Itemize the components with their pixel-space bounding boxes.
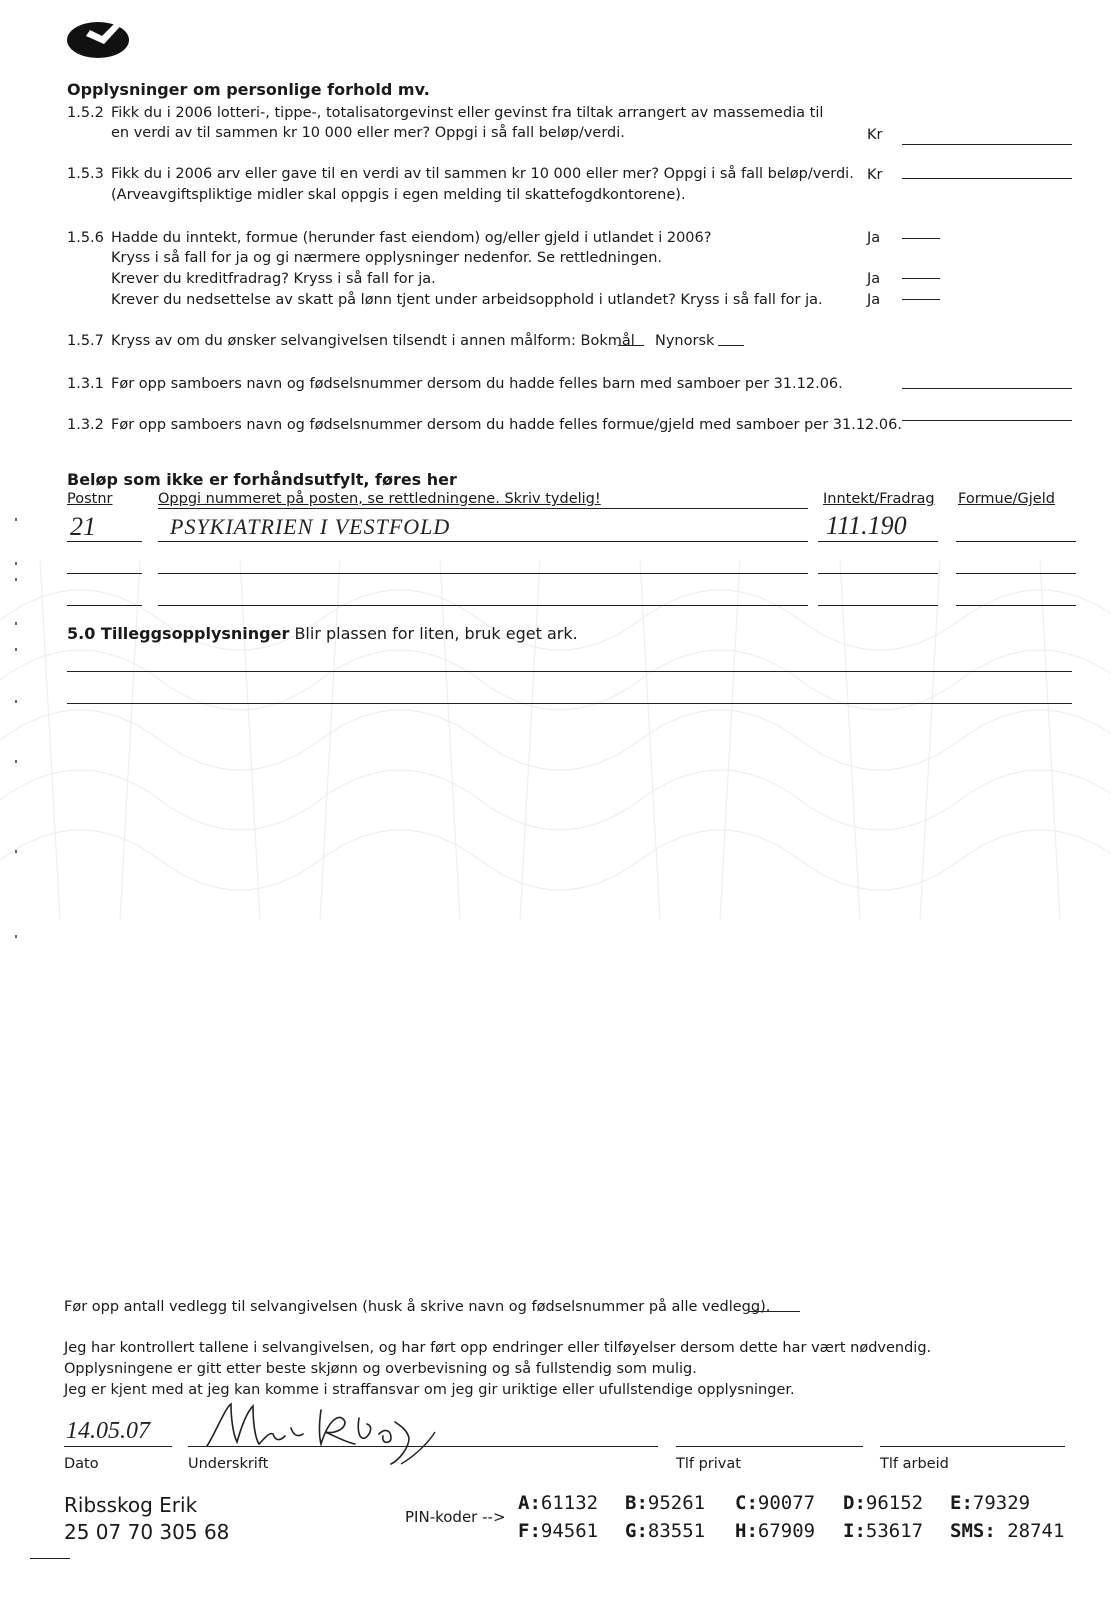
scan-mark [15,562,17,565]
taxpayer-id-number: 25 07 70 305 68 [64,1520,230,1544]
question-number: 1.5.7 [67,333,104,349]
question-number: 1.3.2 [67,417,104,433]
nynorsk-label: Nynorsk [655,333,715,349]
currency-label: Kr [867,167,883,183]
postnr-field[interactable] [67,605,142,606]
pin-code-d: D:96152 [843,1492,924,1514]
attachments-count-field[interactable] [748,1311,800,1312]
column-header-income: Inntekt/Fradrag [823,491,935,507]
label-date: Dato [64,1456,99,1472]
pin-codes-label: PIN-koder --> [405,1508,506,1526]
question-number: 1.5.6 [67,230,104,246]
declaration-text: Jeg har kontrollert tallene i selvangivelsen, og har ført opp endringer eller tilføyelser dersom dette har vært nødvendig. [64,1340,932,1356]
description-field[interactable] [158,541,808,542]
scan-mark [15,760,17,763]
section-title-personal: Opplysninger om personlige forhold mv. [67,80,430,99]
question-number: 1.3.1 [67,376,104,392]
column-header-postnr: Postnr [67,491,113,507]
scan-mark [15,700,17,703]
question-text: Kryss i så fall for ja og gi nærmere opplysninger nedenfor. Se rettledningen. [111,250,663,266]
pin-code-f: F:94561 [518,1520,599,1542]
additional-info-heading [67,624,578,643]
description-field[interactable] [158,605,808,606]
scan-mark [15,622,17,625]
question-text: Fikk du i 2006 lotteri-, tippe-, totalisatorgevinst eller gevinst fra tiltak arrangert av massemedia til [111,105,824,121]
bottom-rule [30,1558,70,1559]
pin-code-sms: SMS: 28741 [950,1520,1065,1542]
ja-label: Ja [867,271,881,287]
description-field[interactable] [158,573,808,574]
phone-private-field[interactable] [676,1446,863,1447]
scan-mark [15,648,17,651]
scan-background-pattern [0,560,1111,920]
additional-info-hint: Blir plassen for liten, bruk eget ark. [294,624,578,643]
question-text: (Arveavgiftspliktige midler skal oppgis i egen melding til skattefogdkontorene). [111,187,686,203]
question-text: Før opp samboers navn og fødselsnummer dersom du hadde felles barn med samboer per 31.12.06. [111,376,843,392]
income-field[interactable] [818,605,938,606]
additional-info-line[interactable] [67,671,1072,672]
question-text: en verdi av til sammen kr 10 000 eller mer? Oppgi i så fall beløp/verdi. [111,125,625,141]
question-text: Hadde du inntekt, formue (herunder fast eiendom) og/eller gjeld i utlandet i 2006? [111,230,712,246]
ja-label: Ja [867,292,881,308]
pin-code-g: G:83551 [625,1520,706,1542]
ja-checkbox-credit-deduction[interactable] [902,278,940,279]
income-field[interactable] [818,573,938,574]
pin-code-c: C:90077 [735,1492,816,1514]
wealth-field[interactable] [956,605,1076,606]
postnr-value: 21 [70,512,96,541]
tax-authority-logo [64,14,136,60]
cohabitant-field-131[interactable] [902,388,1072,389]
question-text: Krever du nedsettelse av skatt på lønn tjent under arbeidsopphold i utlandet? Kryss i så fall for ja. [111,292,823,308]
ja-checkbox-tax-reduction[interactable] [902,299,940,300]
section-title-amounts: Beløp som ikke er forhåndsutfylt, føres her [67,470,457,489]
pin-code-b: B:95261 [625,1492,706,1514]
column-header-wealth: Formue/Gjeld [958,491,1055,507]
ja-label: Ja [867,230,881,246]
date-value: 14.05.07 [66,1418,150,1444]
signature-field[interactable] [188,1446,658,1447]
question-number: 1.5.3 [67,166,104,182]
pin-code-i: I:53617 [843,1520,924,1542]
ja-checkbox-foreign-income[interactable] [902,238,940,239]
declaration-text: Jeg er kjent med at jeg kan komme i straffansvar om jeg gir uriktige eller ufullstendige opplysninger. [64,1382,795,1398]
additional-info-line[interactable] [67,703,1072,704]
bokmal-checkbox[interactable] [618,345,644,346]
currency-label: Kr [867,127,883,143]
amount-field-152[interactable] [902,144,1072,145]
nynorsk-checkbox[interactable] [718,345,744,346]
scan-mark [15,518,17,521]
amount-field-153[interactable] [902,178,1072,179]
question-text: Krever du kreditfradrag? Kryss i så fall for ja. [111,271,436,287]
column-header-description: Oppgi nummeret på posten, se rettledningene. Skriv tydelig! [158,491,601,507]
wealth-field[interactable] [956,541,1076,542]
attachments-instruction: Før opp antall vedlegg til selvangivelsen (husk å skrive navn og fødselsnummer på alle vedlegg). [64,1299,771,1315]
declaration-text: Opplysningene er gitt etter beste skjønn og overbevisning og så fullstendig som mulig. [64,1361,697,1377]
cohabitant-field-132[interactable] [902,420,1072,421]
phone-work-field[interactable] [880,1446,1065,1447]
wealth-field[interactable] [956,573,1076,574]
income-field[interactable] [818,541,938,542]
postnr-field[interactable] [67,541,142,542]
question-text: Fikk du i 2006 arv eller gave til en verdi av til sammen kr 10 000 eller mer? Oppgi i så fall beløp/verdi. [111,166,854,182]
label-signature: Underskrift [188,1456,269,1472]
header-underline [158,508,808,509]
question-text: Før opp samboers navn og fødselsnummer dersom du hadde felles formue/gjeld med samboer per 31.12.06. [111,417,902,433]
pin-code-a: A:61132 [518,1492,599,1514]
postnr-field[interactable] [67,573,142,574]
taxpayer-name: Ribsskog Erik [64,1493,198,1517]
description-value: PSYKIATRIEN I VESTFOLD [170,514,451,539]
pin-code-e: E:79329 [950,1492,1031,1514]
income-value: 111.190 [826,511,907,540]
scan-mark [15,578,17,581]
scan-mark [15,935,17,938]
scan-mark [15,850,17,853]
label-phone-private: Tlf privat [676,1456,741,1472]
additional-info-title: 5.0 Tilleggsopplysninger [67,624,290,643]
question-number: 1.5.2 [67,105,104,121]
pin-code-h: H:67909 [735,1520,816,1542]
date-field[interactable] [64,1446,172,1447]
label-phone-work: Tlf arbeid [880,1456,949,1472]
question-text: Kryss av om du ønsker selvangivelsen tilsendt i annen målform: Bokmål [111,333,635,349]
